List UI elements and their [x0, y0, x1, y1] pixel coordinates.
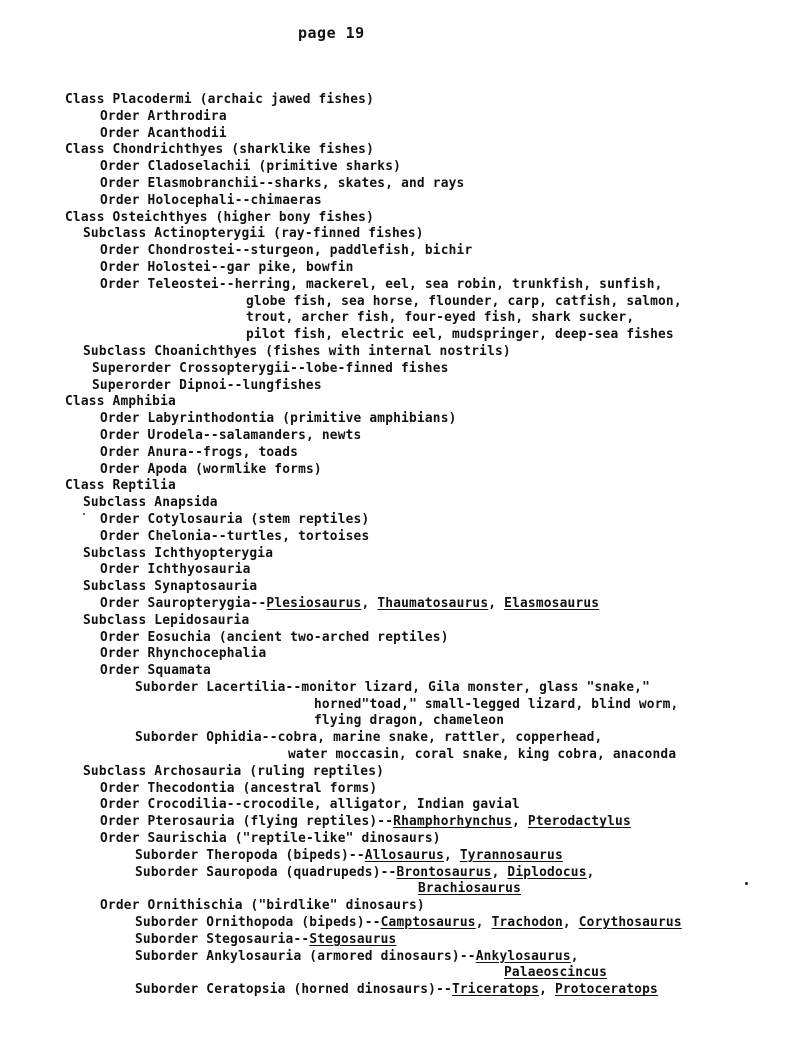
- outline-text: ,: [488, 595, 505, 611]
- outline-text: ,: [586, 864, 595, 880]
- outline-line: [0, 226, 800, 243]
- outline-text: Order Eosuchia (ancient two-arched reptiles): [100, 629, 449, 645]
- outline-text: Suborder Sauropoda (quadrupeds)--: [135, 864, 397, 880]
- outline-line: [0, 630, 800, 647]
- outline-line: [0, 949, 800, 966]
- outline-text: ,: [562, 915, 579, 931]
- outline-line: [0, 495, 800, 512]
- outline-line: [0, 92, 800, 109]
- outline-text: Subclass Ichthyopterygia: [83, 545, 274, 561]
- outline-line: [0, 865, 800, 882]
- outline-text: Order Ichthyosauria: [100, 562, 251, 578]
- scan-speck: [83, 513, 85, 515]
- outline-line: [0, 713, 800, 730]
- outline-line: [0, 193, 800, 210]
- outline-text: ,: [570, 948, 579, 964]
- outline-text: Order Thecodontia (ancestral forms): [100, 780, 378, 796]
- outline-text: Suborder Ceratopsia (horned dinosaurs)--: [135, 982, 452, 998]
- genus-name: Protoceratops: [554, 982, 658, 998]
- outline-text: Suborder Lacertilia--monitor lizard, Gila monster, glass "snake,": [135, 679, 651, 695]
- outline-line: [0, 881, 800, 898]
- outline-text: Order Crocodilia--crocodile, alligator, Indian gavial: [100, 797, 520, 813]
- outline-line: [0, 445, 800, 462]
- outline-line: [0, 176, 800, 193]
- outline-text: Suborder Ornithopoda (bipeds)--: [135, 915, 381, 931]
- outline-text: water moccasin, coral snake, king cobra, anaconda: [288, 747, 677, 763]
- outline-text: ,: [444, 847, 460, 863]
- outline-text: Order Cladoselachii (primitive sharks): [100, 159, 402, 175]
- outline-line: [0, 697, 800, 714]
- outline-text: ,: [512, 814, 528, 830]
- outline-text: ,: [361, 595, 378, 611]
- genus-name: Rhamphorhynchus: [393, 814, 513, 830]
- outline-line: [0, 361, 800, 378]
- outline-text: Order Squamata: [100, 663, 211, 679]
- outline-text: ,: [539, 982, 555, 998]
- outline-line: [0, 579, 800, 596]
- outline-text: pilot fish, electric eel, mudspringer, deep-sea fishes: [246, 327, 674, 343]
- outline-line: [0, 646, 800, 663]
- outline-line: [0, 411, 800, 428]
- outline-line: [0, 344, 800, 361]
- outline-text: Class Amphibia: [65, 394, 176, 410]
- outline-line: [0, 462, 800, 479]
- outline-line: [0, 982, 800, 999]
- outline-text: Subclass Anapsida: [83, 495, 218, 511]
- genus-name: Elasmosaurus: [504, 595, 600, 611]
- outline-text: Order Pterosauria (flying reptiles)--: [100, 814, 394, 830]
- outline-line: [0, 797, 800, 814]
- genus-name: Brachiosaurus: [418, 881, 522, 897]
- outline-line: [0, 126, 800, 143]
- outline-line: [0, 260, 800, 277]
- outline-line: [0, 210, 800, 227]
- outline-text: flying dragon, chameleon: [314, 713, 505, 729]
- outline-line: [0, 562, 800, 579]
- genus-name: Stegosaurus: [309, 931, 397, 947]
- genus-name: Pterodactylus: [527, 814, 631, 830]
- genus-name: Diplodocus: [507, 864, 587, 880]
- genus-name: Plesiosaurus: [266, 595, 362, 611]
- outline-text: Subclass Choanichthyes (fishes with internal nostrils): [83, 343, 511, 359]
- outline-text: Subclass Lepidosauria: [83, 612, 250, 628]
- outline-line: [0, 478, 800, 495]
- genus-name: Trachodon: [491, 915, 563, 931]
- outline-line: [0, 764, 800, 781]
- outline-text: ,: [475, 915, 492, 931]
- outline-text: Class Chondrichthyes (sharklike fishes): [65, 142, 375, 158]
- outline-line: [0, 730, 800, 747]
- outline-text: Order Saurischia ("reptile-like" dinosaurs): [100, 831, 441, 847]
- outline-text: Order Ornithischia ("birdlike" dinosaurs): [100, 898, 425, 914]
- outline-line: [0, 529, 800, 546]
- outline-text: globe fish, sea horse, flounder, carp, catfish, salmon,: [246, 293, 682, 309]
- genus-name: Thaumatosaurus: [377, 595, 489, 611]
- outline-line: [0, 294, 800, 311]
- outline-line: [0, 159, 800, 176]
- outline-line: [0, 965, 800, 982]
- outline-text: trout, archer fish, four-eyed fish, shark sucker,: [246, 310, 635, 326]
- outline-line: [0, 932, 800, 949]
- outline-line: [0, 428, 800, 445]
- outline-text: Subclass Synaptosauria: [83, 579, 258, 595]
- outline-text: Order Urodela--salamanders, newts: [100, 427, 362, 443]
- outline-text: Suborder Ophidia--cobra, marine snake, rattler, copperhead,: [135, 730, 603, 746]
- outline-text: Order Sauropterygia--: [100, 595, 267, 611]
- outline-line: [0, 512, 800, 529]
- outline-text: Order Holocephali--chimaeras: [100, 192, 322, 208]
- outline-text: Order Rhynchocephalia: [100, 646, 267, 662]
- outline-text: Superorder Crossopterygii--lobe-finned fishes: [92, 360, 449, 376]
- outline-text: Order Elasmobranchii--sharks, skates, and rays: [100, 175, 465, 191]
- outline-line: [0, 109, 800, 126]
- outline-text: Order Cotylosauria (stem reptiles): [100, 511, 370, 527]
- genus-name: Camptosaurus: [380, 915, 476, 931]
- genus-name: Tyrannosaurus: [459, 847, 563, 863]
- outline-text: Order Apoda (wormlike forms): [100, 461, 322, 477]
- outline-text: Suborder Ankylosauria (armored dinosaurs)--: [135, 948, 476, 964]
- genus-name: Brontosaurus: [396, 864, 492, 880]
- outline-line: [0, 663, 800, 680]
- outline-text: Order Labyrinthodontia (primitive amphibians): [100, 411, 457, 427]
- outline-line: [0, 898, 800, 915]
- outline-line: [0, 596, 800, 613]
- outline-text: Class Placodermi (archaic jawed fishes): [65, 92, 375, 107]
- outline-text: Order Chelonia--turtles, tortoises: [100, 528, 370, 544]
- outline-text: Order Teleostei--herring, mackerel, eel, sea robin, trunkfish, sunfish,: [100, 276, 663, 292]
- outline-text: Order Holostei--gar pike, bowfin: [100, 259, 354, 275]
- outline-text: horned"toad," small-legged lizard, blind worm,: [314, 696, 679, 712]
- genus-name: Triceratops: [451, 982, 540, 998]
- outline-text: Order Acanthodii: [100, 125, 227, 141]
- outline-line: [0, 243, 800, 260]
- outline-text: Class Osteichthyes (higher bony fishes): [65, 209, 375, 225]
- genus-name: Allosaurus: [364, 847, 445, 863]
- outline-line: [0, 613, 800, 630]
- outline-text: Suborder Stegosauria--: [135, 931, 310, 947]
- outline-line: [0, 747, 800, 764]
- outline-text: Order Arthrodira: [100, 108, 227, 124]
- genus-name: Palaeoscincus: [504, 965, 608, 981]
- outline-line: [0, 327, 800, 344]
- outline-text: Class Reptilia: [65, 478, 176, 494]
- taxonomy-outline: [0, 92, 800, 999]
- outline-line: [0, 277, 800, 294]
- outline-line: [0, 378, 800, 395]
- outline-text: Suborder Theropoda (bipeds)--: [135, 847, 365, 863]
- outline-line: [0, 680, 800, 697]
- outline-line: [0, 142, 800, 159]
- outline-text: Order Anura--frogs, toads: [100, 444, 299, 460]
- outline-line: [0, 814, 800, 831]
- outline-line: [0, 546, 800, 563]
- outline-line: [0, 848, 800, 865]
- outline-text: ,: [491, 864, 508, 880]
- outline-line: [0, 915, 800, 932]
- outline-line: [0, 781, 800, 798]
- outline-text: Order Chondrostei--sturgeon, paddlefish, bichir: [100, 243, 473, 259]
- page-number: page 19: [298, 24, 365, 42]
- scan-speck: [745, 882, 748, 885]
- genus-name: Corythosaurus: [578, 915, 682, 931]
- outline-line: [0, 831, 800, 848]
- outline-text: Subclass Archosauria (ruling reptiles): [83, 763, 385, 779]
- outline-line: [0, 310, 800, 327]
- genus-name: Ankylosaurus: [475, 948, 571, 964]
- outline-line: [0, 394, 800, 411]
- outline-text: Superorder Dipnoi--lungfishes: [92, 377, 322, 393]
- outline-text: Subclass Actinopterygii (ray-finned fishes): [83, 226, 424, 242]
